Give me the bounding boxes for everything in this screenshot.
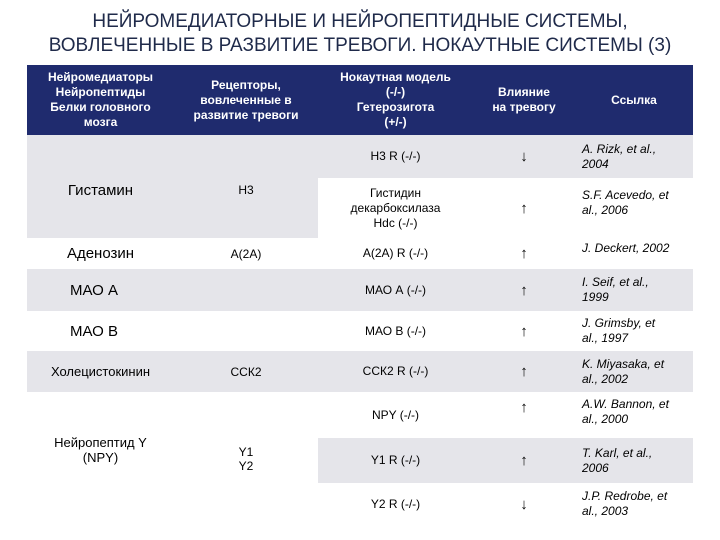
header-col1-line: Нейропептиды <box>55 85 146 99</box>
header-col4-line: на тревогу <box>492 100 556 114</box>
model-line: А(2А) R (-/-) <box>362 246 429 260</box>
cell-effect: ↓ <box>520 148 528 165</box>
cell-reference <box>582 269 693 311</box>
model-line: Гистидин <box>369 185 422 200</box>
cell-effect: ↑ <box>520 199 528 217</box>
cell-adenosine: Аденозин <box>66 245 135 262</box>
header-col1-line: Белки головного <box>50 100 151 114</box>
reference-line: T. Karl, et al., <box>582 445 653 460</box>
header-neuromediators <box>27 65 174 135</box>
reference-line: I. Seif, et al., <box>582 275 649 289</box>
cell-npy-line: Нейропептид Y <box>54 435 147 450</box>
slide-title <box>0 10 720 58</box>
reference-line: J.P. Redrobe, et <box>582 489 668 503</box>
reference-line: 2004 <box>582 156 609 171</box>
cell-receptor-y <box>174 437 318 481</box>
cell-model <box>318 351 473 392</box>
header-anxiety-effect <box>473 65 575 135</box>
model-line: МАО В (-/-) <box>364 323 427 338</box>
model-line: NPY (-/-) <box>371 407 420 422</box>
cell-mao-a: МАО А <box>70 281 119 299</box>
cell-receptor-y-line: Y2 <box>238 459 254 473</box>
slide-title-line-2: ВОВЛЕЧЕННЫЕ В РАЗВИТИЕ ТРЕВОГИ. НОКАУТНЫЕ СИСТЕМЫ (3) <box>48 35 672 56</box>
cell-receptor-y-line: Y1 <box>238 445 254 459</box>
reference-line: K. Miyasaka, et <box>582 356 665 371</box>
cell-effect: ↑ <box>520 452 528 469</box>
cell-npy <box>27 425 174 475</box>
cell-model <box>318 483 473 525</box>
model-line: декарбоксилаза <box>350 200 441 215</box>
header-col1-line: мозга <box>83 115 118 129</box>
cell-npy-line: (NPY) <box>82 450 119 465</box>
cell-model <box>318 238 473 269</box>
reference-line: A. Rizk, et al., <box>582 141 657 156</box>
cell-model <box>318 178 473 238</box>
model-line: Hdc (-/-) <box>373 215 418 230</box>
knockout-table <box>27 65 693 525</box>
cell-model <box>318 135 473 178</box>
model-line: ССК2 R (-/-) <box>362 364 429 378</box>
cell-reference <box>582 351 693 392</box>
header-col3-line: Гетерозигота <box>356 100 435 114</box>
reference-line: 2006 <box>582 460 609 475</box>
cell-model <box>318 438 473 483</box>
model-line: Н3 R (-/-) <box>370 149 421 163</box>
model-line: МАО А (-/-) <box>364 282 427 297</box>
cell-model <box>318 400 473 430</box>
reference-line: al., 2000 <box>582 412 629 426</box>
cell-effect: ↑ <box>520 398 528 416</box>
header-reference <box>575 65 693 135</box>
cell-effect: ↑ <box>520 245 528 262</box>
model-line: Y1 R (-/-) <box>370 453 421 467</box>
cell-effect: ↑ <box>520 322 528 340</box>
header-col2-line: Рецепторы, <box>211 77 281 92</box>
header-receptors <box>174 65 318 135</box>
reference-line: A.W. Bannon, et <box>582 397 669 411</box>
cell-reference <box>582 311 693 351</box>
cell-effect: ↓ <box>520 495 528 513</box>
header-col4-line: Влияние <box>498 85 550 99</box>
cell-model <box>318 311 473 351</box>
header-col3-line: (+/-) <box>384 115 407 129</box>
cell-effect: ↑ <box>520 363 528 380</box>
reference-line: al., 2002 <box>582 371 629 386</box>
model-line: Y2 R (-/-) <box>370 496 421 511</box>
cell-receptor-a2a: А(2А) <box>230 246 262 261</box>
header-col1-line: Нейромедиаторы <box>47 70 154 84</box>
cell-model <box>318 269 473 311</box>
cell-effect: ↑ <box>520 281 528 299</box>
reference-line: S.F. Acevedo, et <box>582 188 669 202</box>
header-col2-line: развитие тревоги <box>193 107 299 122</box>
cell-receptor-h3: Н3 <box>238 183 254 197</box>
reference-line: al., 2006 <box>582 203 629 217</box>
cell-reference <box>582 233 693 264</box>
reference-line: 1999 <box>582 290 609 304</box>
cell-receptor-cck2: ССК2 <box>230 364 262 379</box>
cell-mao-b: МАО В <box>70 322 119 340</box>
cell-reference <box>582 392 693 432</box>
cell-cholecystokinin: Холецистокинин <box>50 364 151 379</box>
reference-line: al., 2003 <box>582 504 629 518</box>
reference-line: J. Grimsby, et <box>582 316 656 330</box>
cell-histamine: Гистамин <box>67 181 134 199</box>
header-col3-line: Нокаутная модель <box>340 70 451 84</box>
cell-reference <box>582 483 693 525</box>
cell-reference <box>582 438 693 483</box>
header-col3-line: (-/-) <box>385 85 406 99</box>
cell-reference <box>582 135 693 178</box>
slide-title-line-1: НЕЙРОМЕДИАТОРНЫЕ И НЕЙРОПЕПТИДНЫЕ СИСТЕМЫ, <box>92 11 628 32</box>
header-col2-line: вовлеченные в <box>200 92 292 107</box>
header-knockout-model <box>318 65 473 135</box>
reference-line: al., 1997 <box>582 331 629 345</box>
header-col5-line: Ссылка <box>611 92 657 107</box>
cell-reference <box>582 178 693 228</box>
reference-line: J. Deckert, 2002 <box>582 241 670 255</box>
